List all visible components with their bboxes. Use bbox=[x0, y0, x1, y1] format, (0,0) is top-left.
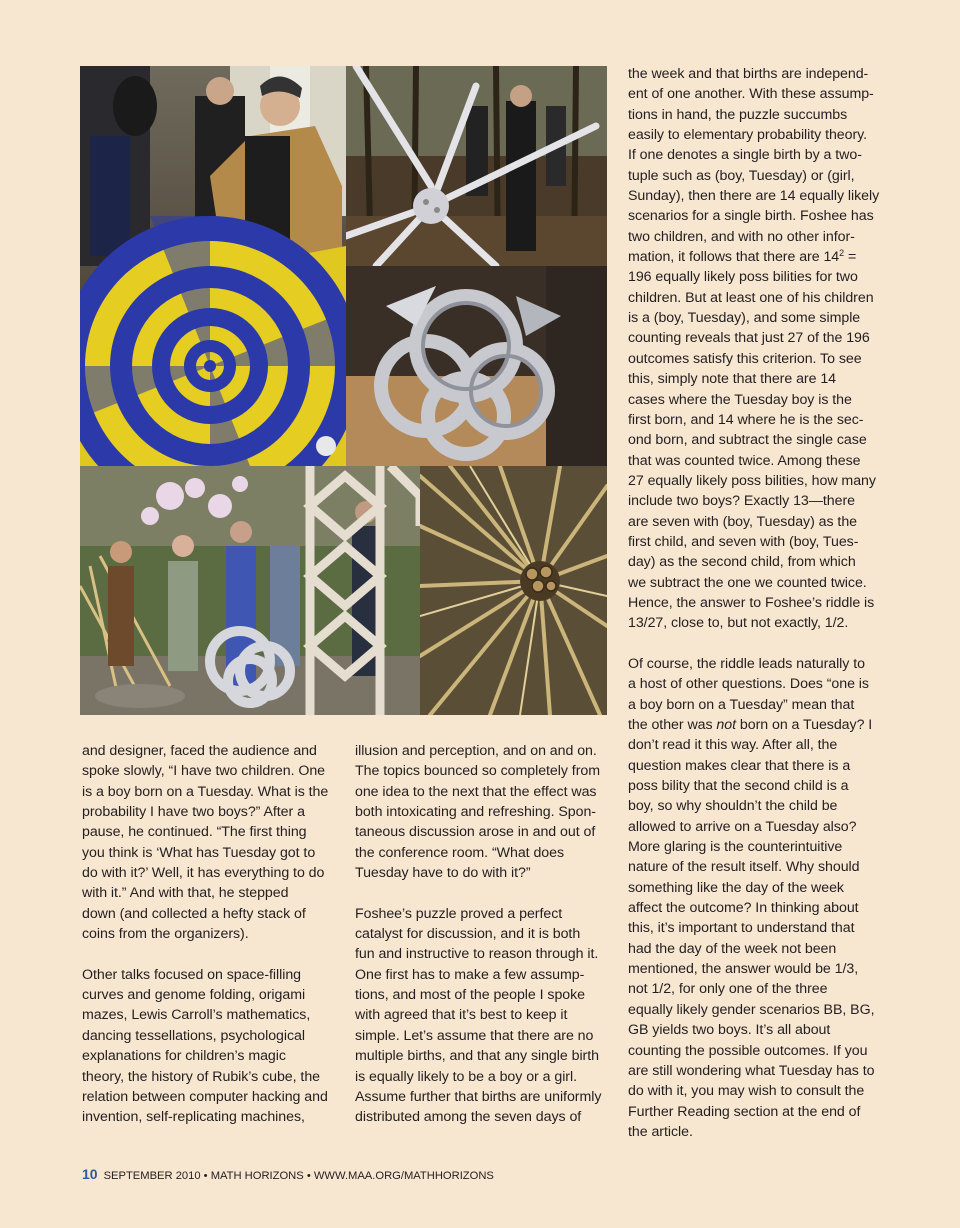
line: catalyst for discussion, and it is both bbox=[355, 926, 581, 943]
line: ond born, and subtract the single case bbox=[628, 432, 867, 449]
line: mentioned, the answer would be 1/3, bbox=[628, 961, 859, 978]
line: the conference room. “What does bbox=[355, 844, 565, 861]
line: The topics bounced so completely from bbox=[355, 763, 600, 780]
line: GB yields two boys. It’s all about bbox=[628, 1022, 831, 1039]
line: poss bility that the second child is a bbox=[628, 778, 849, 795]
line: Assume further that births are uniformly bbox=[355, 1088, 602, 1105]
photo-bamboo-star-sculpture bbox=[420, 466, 607, 715]
line: is a (boy, Tuesday), and some simple bbox=[628, 310, 861, 327]
line: something like the day of the week bbox=[628, 879, 844, 896]
line: scenarios for a single birth. Foshee has bbox=[628, 208, 874, 225]
line: a boy born on a Tuesday” mean that bbox=[628, 696, 855, 713]
paragraph bbox=[628, 654, 890, 1142]
line: Further Reading section at the end of bbox=[628, 1103, 861, 1120]
line: tions in hand, the puzzle succumbs bbox=[628, 106, 848, 123]
line: not 1/2, for only one of the three bbox=[628, 981, 828, 998]
line: One first has to make a few assump- bbox=[355, 966, 585, 983]
line: pause, he continued. “The first thing bbox=[82, 824, 307, 841]
line: the article. bbox=[628, 1123, 693, 1140]
line-text: = bbox=[844, 249, 857, 266]
page-number: 10 bbox=[82, 1166, 98, 1182]
line: Other talks focused on space-filling bbox=[82, 966, 302, 983]
line: More glaring is the counterintuitive bbox=[628, 839, 843, 856]
line: fun and instructive to reason through it. bbox=[355, 946, 599, 963]
line: one idea to the next that the effect was bbox=[355, 783, 597, 800]
line: that was counted twice. Among these bbox=[628, 452, 861, 469]
line: simple. Let’s assume that there are no bbox=[355, 1027, 594, 1044]
superscript: 2 bbox=[839, 248, 845, 259]
line: is equally likely to be a boy or a girl. bbox=[355, 1068, 577, 1085]
line-text: mation, it follows that there are 14 bbox=[628, 249, 840, 266]
photo-forest-sculpture bbox=[346, 66, 607, 266]
paragraph bbox=[82, 741, 344, 944]
text-column-3 bbox=[628, 64, 890, 1142]
line: illusion and perception, and on and on. bbox=[355, 743, 597, 759]
line: outcomes satisfy this criterion. To see bbox=[628, 350, 862, 367]
text-column-1 bbox=[82, 741, 344, 1128]
line: ent of one another. With these assump- bbox=[628, 86, 874, 103]
line: spoke slowly, “I have two children. One bbox=[82, 763, 326, 780]
line: cases where the Tuesday boy is the bbox=[628, 391, 852, 408]
line: include two boys? Exactly 13—there bbox=[628, 493, 855, 510]
photo-garden-bamboo-sculpture bbox=[80, 466, 420, 715]
line: first child, and seven with (boy, Tues- bbox=[628, 533, 859, 550]
line: the week and that births are independ- bbox=[628, 66, 869, 82]
line: children. But at least one of his children bbox=[628, 289, 874, 306]
line: are seven with (boy, Tuesday) as the bbox=[628, 513, 857, 530]
line: probability I have two boys?” After a bbox=[82, 804, 305, 821]
line: had the day of the week not been bbox=[628, 940, 837, 957]
text-column-2 bbox=[355, 741, 617, 1128]
line: taneous discussion arose in and out of bbox=[355, 824, 596, 841]
line: question makes clear that there is a bbox=[628, 757, 851, 774]
footer-text: SEPTEMBER 2010 • MATH HORIZONS • WWW.MAA.ORG/MATHHORIZONS bbox=[103, 1170, 494, 1182]
line: tions, and most of the people I spoke bbox=[355, 987, 586, 1004]
line: don’t read it this way. After all, the bbox=[628, 737, 838, 754]
line: invention, self-replicating machines, bbox=[82, 1109, 305, 1126]
line: multiple births, and that any single birth bbox=[355, 1048, 599, 1065]
line: is a boy born on a Tuesday. What is the bbox=[82, 783, 329, 800]
line: with it.” And with that, he stepped bbox=[82, 885, 289, 902]
line: counting the possible outcomes. If you bbox=[628, 1042, 868, 1059]
line: dancing tessellations, psychological bbox=[82, 1027, 305, 1044]
line: coins from the organizers). bbox=[82, 926, 249, 943]
line: this, it’s important to understand that bbox=[628, 920, 855, 937]
line: first born, and 14 where he is the sec- bbox=[628, 411, 864, 428]
line: boy, so why shouldn’t the child be bbox=[628, 798, 838, 815]
line: do with it, you may wish to consult the bbox=[628, 1083, 865, 1100]
paragraph bbox=[82, 965, 344, 1128]
line: curves and genome folding, origami bbox=[82, 987, 306, 1004]
line: easily to elementary probability theory. bbox=[628, 127, 868, 144]
paragraph bbox=[355, 741, 617, 883]
photo-metal-knot-sculpture bbox=[346, 266, 607, 466]
line: nature of the result itself. Why should bbox=[628, 859, 860, 876]
line: tuple such as (boy, Tuesday) or (girl, bbox=[628, 167, 855, 184]
line: affect the outcome? In thinking about bbox=[628, 900, 859, 917]
line-text: born on a Tuesday? I bbox=[736, 717, 873, 733]
line bbox=[628, 249, 856, 265]
line: two children, and with no other infor- bbox=[628, 228, 855, 245]
line: mazes, Lewis Carroll’s mathematics, bbox=[82, 1007, 311, 1024]
line: day) as the second child, from which bbox=[628, 554, 856, 571]
line: a host of other questions. Does “one is bbox=[628, 676, 869, 693]
line: both intoxicating and refreshing. Spon- bbox=[355, 804, 596, 821]
paragraph bbox=[355, 904, 617, 1128]
page-footer bbox=[82, 1166, 494, 1182]
line: explanations for children’s magic bbox=[82, 1048, 286, 1065]
line bbox=[628, 717, 872, 733]
line: down (and collected a hefty stack of bbox=[82, 905, 306, 922]
line: with agreed that it’s best to keep it bbox=[355, 1007, 568, 1024]
line: counting reveals that just 27 of the 196 bbox=[628, 330, 870, 347]
line-text: the other was bbox=[628, 717, 717, 733]
line: 13/27, close to, but not exactly, 1/2. bbox=[628, 615, 849, 632]
line: distributed among the seven days of bbox=[355, 1109, 582, 1126]
line: Foshee’s puzzle proved a perfect bbox=[355, 905, 563, 922]
photo-conference-puzzle-table bbox=[80, 66, 346, 466]
line: Hence, the answer to Foshee’s riddle is bbox=[628, 594, 875, 611]
line: and designer, faced the audience and bbox=[82, 743, 317, 759]
line: Of course, the riddle leads naturally to bbox=[628, 655, 865, 672]
line: relation between computer hacking and bbox=[82, 1088, 328, 1105]
line: theory, the history of Rubik’s cube, the bbox=[82, 1068, 321, 1085]
line: we subtract the one we counted twice. bbox=[628, 574, 867, 591]
line: 196 equally likely poss bilities for two bbox=[628, 269, 858, 286]
line: are still wondering what Tuesday has to bbox=[628, 1062, 875, 1079]
paragraph bbox=[628, 64, 890, 634]
line: allowed to arrive on a Tuesday also? bbox=[628, 818, 857, 835]
line: you think is ‘What has Tuesday got to bbox=[82, 844, 316, 861]
line: If one denotes a single birth by a two- bbox=[628, 147, 862, 164]
emphasis-text: not bbox=[716, 717, 736, 733]
line: this, simply note that there are 14 bbox=[628, 371, 837, 388]
line: Sunday), then there are 14 equally likely bbox=[628, 188, 880, 205]
line: do with it?’ Well, it has everything to do bbox=[82, 865, 325, 882]
line: 27 equally likely poss bilities, how many bbox=[628, 472, 876, 489]
line: Tuesday have to do with it?” bbox=[355, 865, 531, 882]
line: equally likely gender scenarios BB, BG, bbox=[628, 1001, 875, 1018]
